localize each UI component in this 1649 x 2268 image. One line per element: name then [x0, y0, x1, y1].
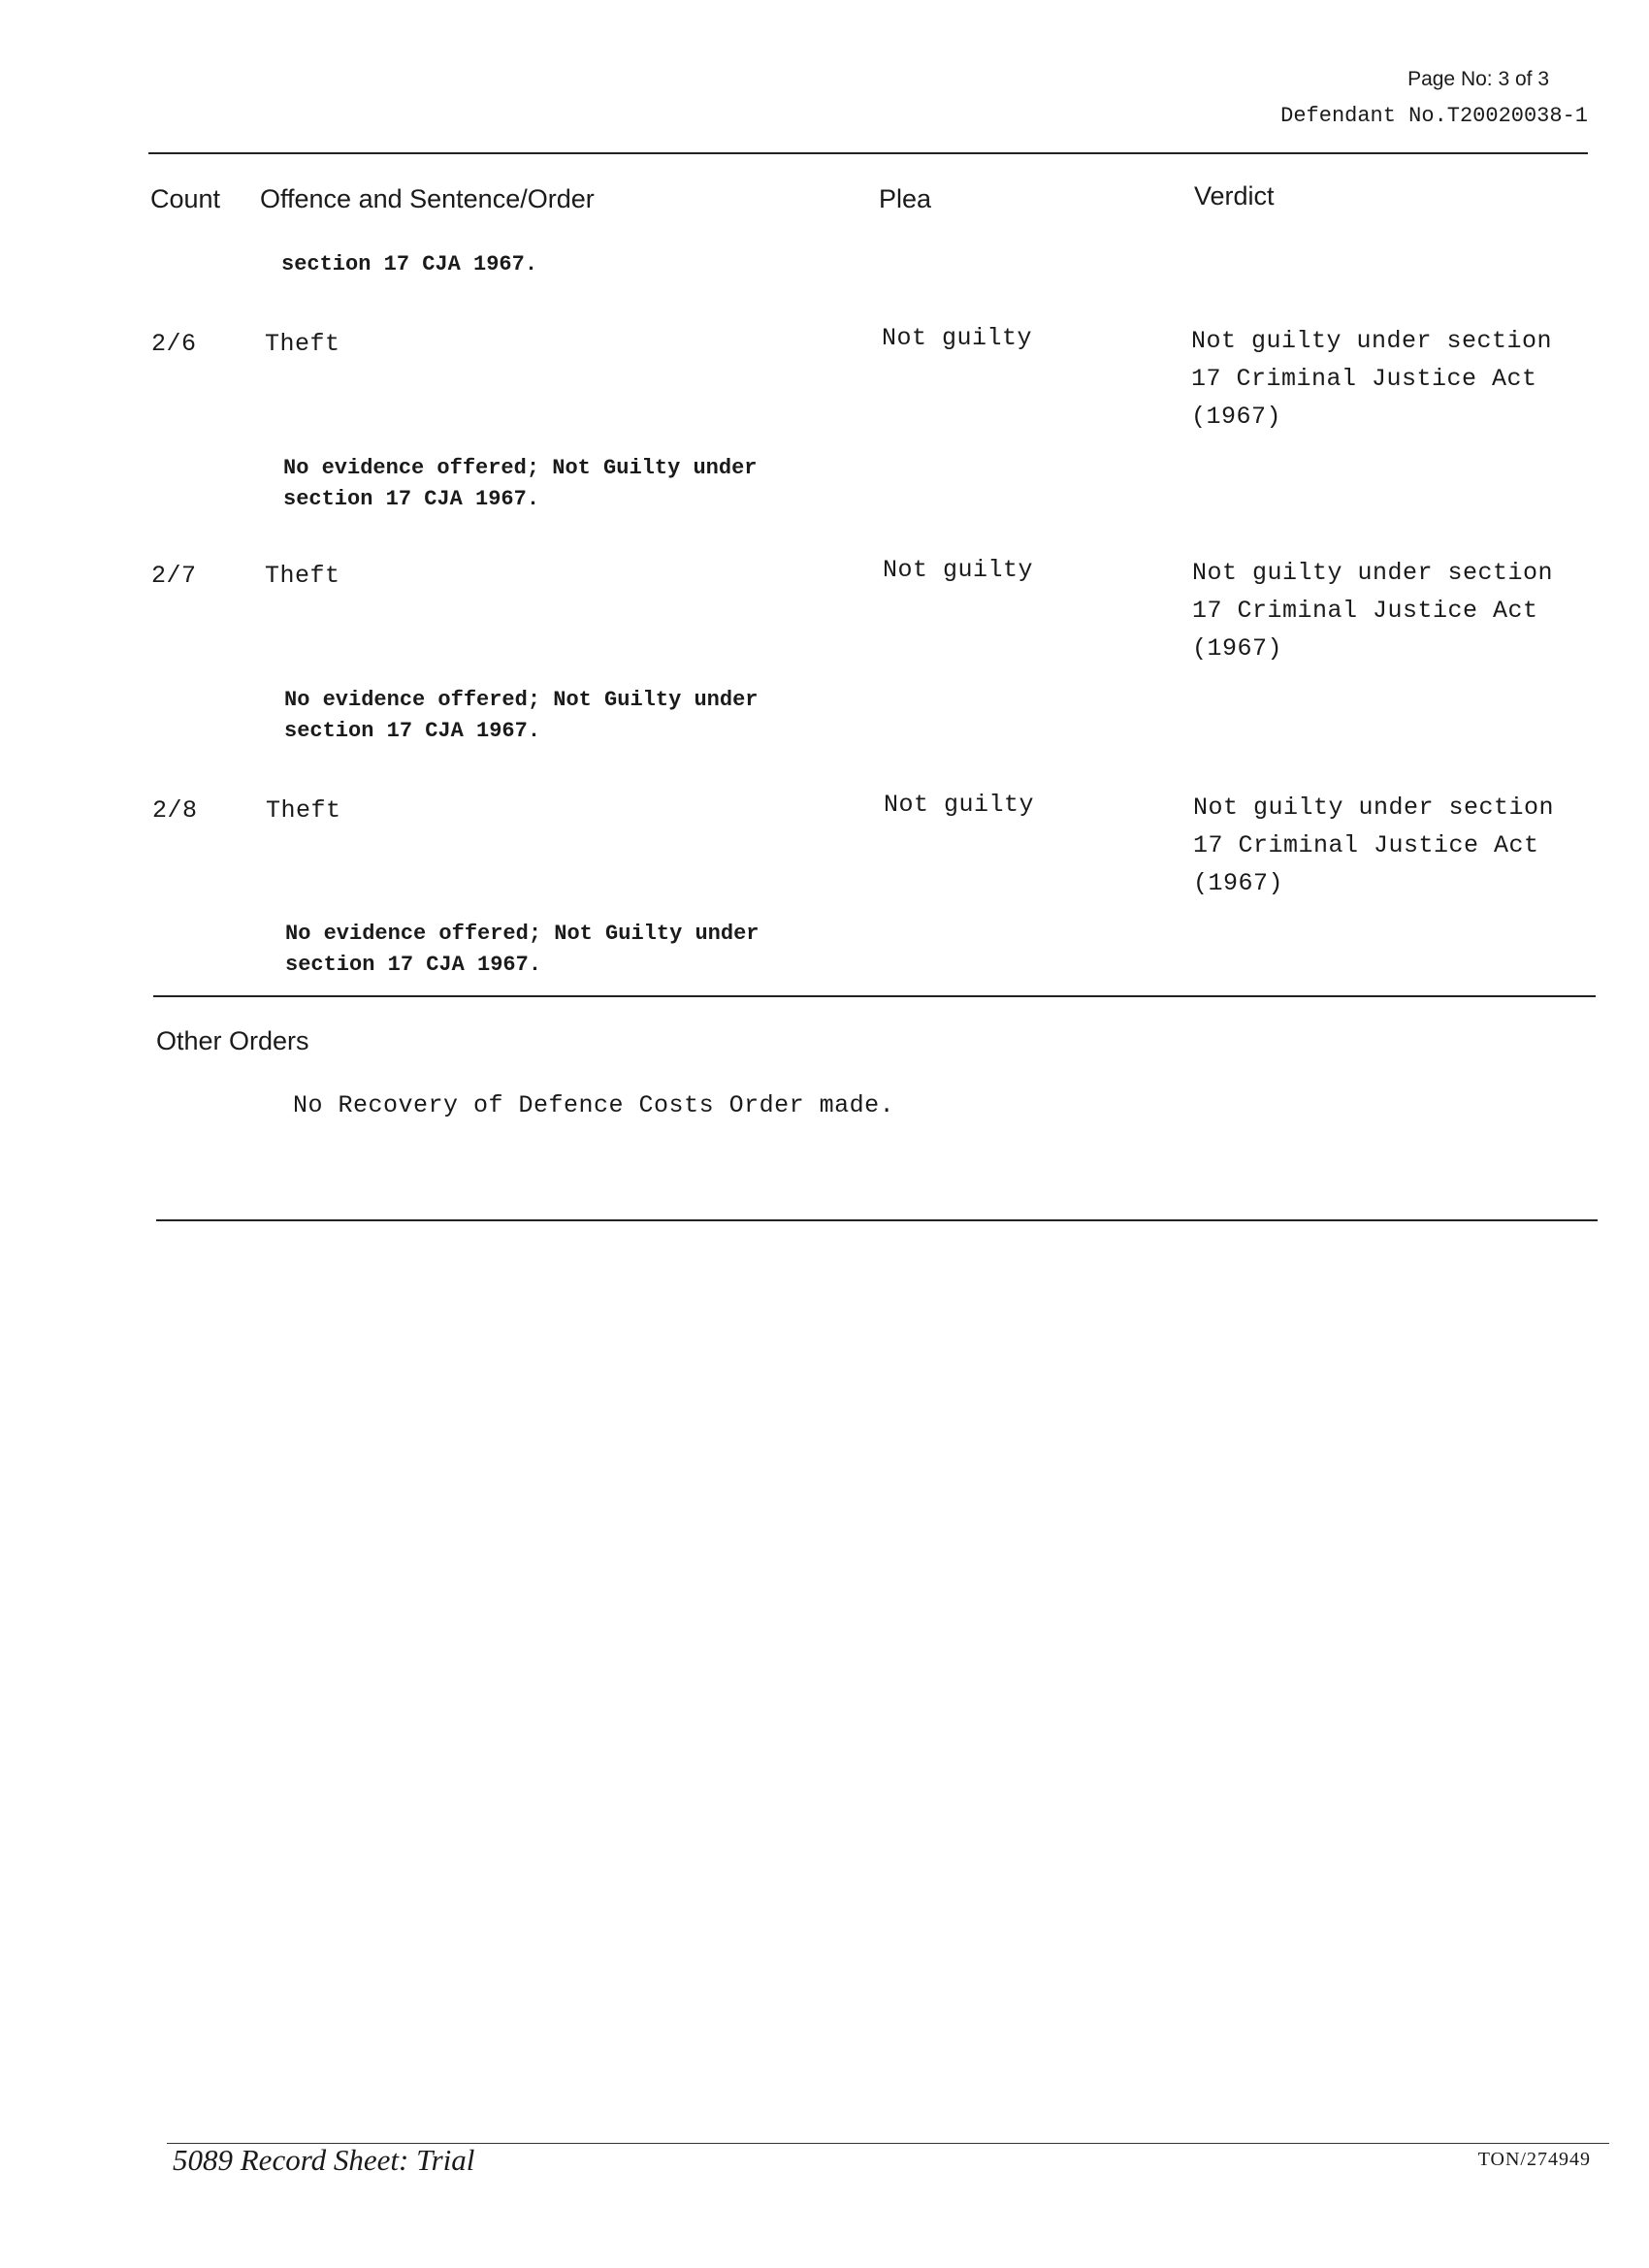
offence-name: Theft — [265, 330, 340, 358]
plea-value: Not guilty — [883, 556, 1034, 584]
count-number: 2/7 — [151, 562, 197, 590]
offence-name: Theft — [265, 562, 340, 590]
verdict-value: Not guilty under section 17 Criminal Justice Act (1967) — [1191, 327, 1553, 431]
column-heading-plea: Plea — [879, 184, 932, 213]
count-number: 2/6 — [151, 330, 197, 358]
sentence-order-note: No evidence offered; Not Guilty under section 17 CJA 1967. — [284, 688, 759, 743]
column-heading-offence: Offence and Sentence/Order — [260, 184, 595, 213]
plea-value: Not guilty — [884, 791, 1035, 819]
form-title: 5089 Record Sheet: Trial — [173, 2143, 475, 2177]
verdict-value: Not guilty under section 17 Criminal Justice Act (1967) — [1193, 794, 1555, 897]
sentence-order-note: No evidence offered; Not Guilty under section 17 CJA 1967. — [285, 922, 760, 977]
column-heading-verdict: Verdict — [1194, 181, 1275, 211]
defendant-number: Defendant No.T20020038-1 — [1280, 104, 1588, 128]
page-number: Page No: 3 of 3 — [1407, 68, 1549, 90]
form-reference: TON/274949 — [1477, 2149, 1591, 2170]
column-heading-count: Count — [150, 184, 221, 213]
other-orders-heading: Other Orders — [156, 1026, 309, 1055]
continuation-note: section 17 CJA 1967. — [281, 252, 538, 276]
sentence-order-note: No evidence offered; Not Guilty under section 17 CJA 1967. — [283, 456, 758, 511]
verdict-value: Not guilty under section 17 Criminal Justice Act (1967) — [1192, 559, 1554, 663]
header-divider — [148, 152, 1588, 154]
plea-value: Not guilty — [882, 324, 1033, 352]
counts-divider — [153, 995, 1596, 997]
offence-name: Theft — [266, 796, 341, 825]
other-orders-divider — [156, 1219, 1598, 1221]
count-number: 2/8 — [152, 796, 198, 825]
other-orders-text: No Recovery of Defence Costs Order made. — [293, 1091, 895, 1119]
